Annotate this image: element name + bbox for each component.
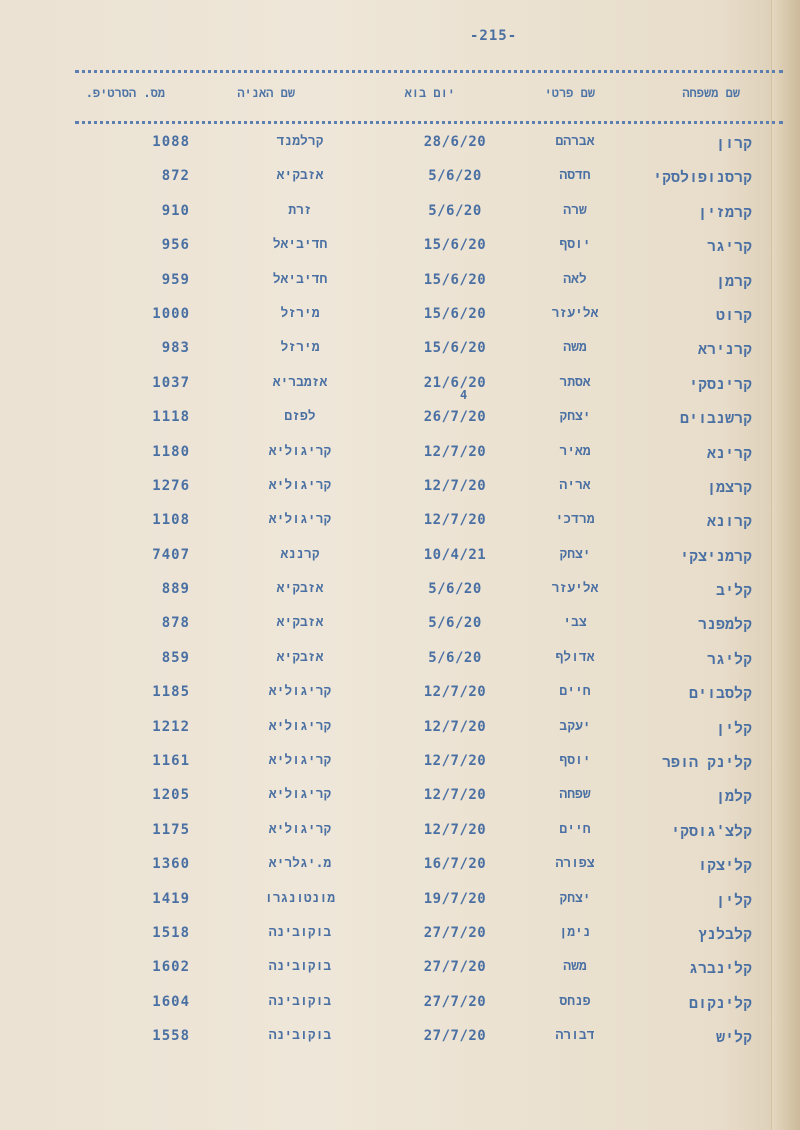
arrival-date-cell: 5/6/20: [428, 202, 482, 219]
arrival-date-cell: 12/7/20: [423, 718, 487, 735]
certificate-number-cell: 1161: [152, 753, 190, 770]
last-name-cell: קלסבוים: [688, 684, 752, 703]
table-row: [0, 541, 800, 575]
first-name-cell: צפורה: [555, 856, 595, 872]
certificate-number-cell: 1037: [152, 374, 190, 391]
certificate-number-cell: 983: [161, 340, 190, 357]
ship-name-cell: לפזם: [284, 409, 316, 425]
header-first-name: שם פרטי: [544, 86, 595, 100]
table-row: [0, 953, 800, 987]
first-name-cell: צבי: [563, 615, 587, 631]
certificate-number-cell: 956: [161, 237, 190, 254]
table-row: [0, 644, 800, 678]
last-name-cell: קלמן: [715, 787, 752, 806]
arrival-date-cell: 26/7/20: [423, 409, 487, 426]
first-name-cell: חיים: [559, 684, 591, 700]
last-name-cell: קרצמן: [706, 477, 752, 496]
table-row: [0, 1022, 800, 1056]
last-name-cell: קלבלנץ: [697, 924, 752, 943]
last-name-cell: קרינא: [706, 443, 752, 462]
table-row: [0, 266, 800, 300]
arrival-date-cell: 12/7/20: [423, 684, 487, 701]
header-last-name: שם משפחה: [682, 86, 740, 100]
table-row: [0, 575, 800, 609]
certificate-number-cell: 859: [161, 649, 190, 666]
last-name-cell: קלין: [715, 890, 752, 909]
table-row: [0, 369, 800, 403]
last-name-cell: קרמזין: [697, 202, 752, 221]
certificate-number-cell: 1205: [152, 787, 190, 804]
first-name-cell: מאיר: [559, 443, 591, 459]
arrival-date-cell: 15/6/20: [423, 305, 487, 322]
table-row: [0, 713, 800, 747]
first-name-cell: יצחק: [559, 409, 591, 425]
certificate-number-cell: 1212: [152, 718, 190, 735]
ship-name-cell: בוקובינה: [268, 993, 332, 1009]
last-name-cell: קליב: [715, 581, 752, 600]
last-name-cell: קרמן: [715, 271, 752, 290]
certificate-number-cell: 910: [161, 202, 190, 219]
arrival-date-cell: 12/7/20: [423, 787, 487, 804]
arrival-date-cell: 5/6/20: [428, 168, 482, 185]
date-correction-note: 4: [460, 388, 468, 402]
last-name-cell: קרשנבוים: [679, 409, 752, 428]
first-name-cell: אליעזר: [551, 305, 599, 321]
first-name-cell: יוסף: [559, 753, 591, 769]
last-name-cell: קליש: [715, 1028, 752, 1047]
ship-name-cell: קרלמנד: [276, 134, 324, 149]
table-row: [0, 438, 800, 472]
table-row: [0, 334, 800, 368]
last-name-cell: קליצקו: [697, 856, 752, 875]
last-name-cell: קלמפנר: [697, 615, 752, 634]
arrival-date-cell: 12/7/20: [423, 477, 487, 494]
ship-name-cell: מירזל: [280, 340, 320, 356]
top-rule: [75, 70, 783, 73]
certificate-number-cell: 1558: [152, 1028, 190, 1045]
table-row: [0, 300, 800, 334]
first-name-cell: חיים: [559, 821, 591, 837]
certificate-number-cell: 1276: [152, 477, 190, 494]
first-name-cell: אריה: [559, 477, 591, 493]
ship-name-cell: חדיביאל: [272, 237, 328, 253]
first-name-cell: פנחס: [559, 993, 591, 1009]
ship-name-cell: אזבקיא: [276, 168, 324, 184]
header-cert-no: מס. הסרטיפ.: [85, 86, 165, 100]
table-row: [0, 162, 800, 196]
ship-name-cell: מונטונגרו: [264, 890, 336, 906]
table-row: [0, 128, 800, 162]
arrival-date-cell: 27/7/20: [423, 959, 487, 976]
arrival-date-cell: 12/7/20: [423, 512, 487, 529]
ship-name-cell: חדיביאל: [272, 271, 328, 287]
table-row: [0, 403, 800, 437]
certificate-number-cell: 872: [161, 168, 190, 185]
arrival-date-cell: 21/6/20: [423, 374, 487, 391]
table-row: [0, 609, 800, 643]
first-name-cell: אדולף: [555, 649, 595, 665]
certificate-number-cell: 1360: [152, 856, 190, 873]
last-name-cell: קלין: [715, 718, 752, 737]
arrival-date-cell: 15/6/20: [423, 237, 487, 254]
ship-name-cell: מירזל: [280, 305, 320, 321]
ship-name-cell: קריגוליא: [268, 821, 332, 837]
arrival-date-cell: 27/7/20: [423, 924, 487, 941]
arrival-date-cell: 15/6/20: [423, 340, 487, 357]
first-name-cell: אסתר: [559, 374, 591, 390]
ship-name-cell: קריגוליא: [268, 477, 332, 493]
certificate-number-cell: 1000: [152, 305, 190, 322]
table-row: [0, 919, 800, 953]
ship-name-cell: קריגוליא: [268, 718, 332, 734]
last-name-cell: קלינק הופר: [661, 753, 752, 772]
arrival-date-cell: 16/7/20: [423, 856, 487, 873]
arrival-date-cell: 5/6/20: [428, 615, 482, 632]
first-name-cell: יוסף: [559, 237, 591, 253]
arrival-date-cell: 12/7/20: [423, 753, 487, 770]
header-arrival-date: יום בוא: [404, 86, 455, 100]
arrival-date-cell: 15/6/20: [423, 271, 487, 288]
first-name-cell: לאה: [563, 271, 587, 287]
ship-name-cell: מ.יגלריא: [268, 856, 332, 872]
first-name-cell: אליעזר: [551, 581, 599, 597]
certificate-number-cell: 1118: [152, 409, 190, 426]
last-name-cell: קרונא: [706, 512, 752, 531]
first-name-cell: חדסה: [559, 168, 591, 184]
table-row: [0, 988, 800, 1022]
certificate-number-cell: 1088: [152, 134, 190, 150]
last-name-cell: קרינסקי: [688, 374, 752, 393]
first-name-cell: יצחק: [559, 890, 591, 906]
certificate-number-cell: 959: [161, 271, 190, 288]
first-name-cell: אברהם: [555, 134, 595, 149]
certificate-number-cell: 1419: [152, 890, 190, 907]
first-name-cell: שרה: [563, 202, 587, 218]
arrival-date-cell: 5/6/20: [428, 581, 482, 598]
first-name-cell: משה: [563, 340, 587, 356]
table-row: [0, 781, 800, 815]
arrival-date-cell: 10/4/21: [423, 546, 487, 563]
certificate-number-cell: 1175: [152, 821, 190, 838]
first-name-cell: נימן: [559, 924, 591, 940]
last-name-cell: קרון: [715, 134, 752, 152]
table-row: [0, 506, 800, 540]
certificate-number-cell: 878: [161, 615, 190, 632]
table-row: [0, 747, 800, 781]
table-row: [0, 678, 800, 712]
certificate-number-cell: 1108: [152, 512, 190, 529]
last-name-cell: קרוט: [715, 305, 752, 324]
first-name-cell: יצחק: [559, 546, 591, 562]
table-row: [0, 850, 800, 884]
first-name-cell: יעקב: [559, 718, 591, 734]
header-ship: שם האניה: [237, 86, 295, 100]
ship-name-cell: בוקובינה: [268, 1028, 332, 1044]
ship-name-cell: אזבקיא: [276, 615, 324, 631]
ship-name-cell: אזמבריא: [272, 374, 328, 390]
table-row: [0, 197, 800, 231]
arrival-date-cell: 12/7/20: [423, 443, 487, 460]
ship-name-cell: בוקובינה: [268, 924, 332, 940]
first-name-cell: דבורה: [555, 1028, 595, 1044]
last-name-cell: קרנירא: [697, 340, 752, 359]
arrival-date-cell: 27/7/20: [423, 1028, 487, 1045]
arrival-date-cell: 5/6/20: [428, 649, 482, 666]
ship-name-cell: בוקובינה: [268, 959, 332, 975]
arrival-date-cell: 28/6/20: [423, 134, 487, 150]
last-name-cell: קריגר: [706, 237, 752, 256]
arrival-date-cell: 27/7/20: [423, 993, 487, 1010]
ship-name-cell: קריגוליא: [268, 787, 332, 803]
last-name-cell: קליגר: [706, 649, 752, 668]
certificate-number-cell: 7407: [152, 546, 190, 563]
table-row: [0, 472, 800, 506]
first-name-cell: משה: [563, 959, 587, 975]
ship-name-cell: קריגוליא: [268, 443, 332, 459]
ship-name-cell: קריגוליא: [268, 684, 332, 700]
ship-name-cell: אזבקיא: [276, 581, 324, 597]
records-table: [0, 128, 800, 1057]
last-name-cell: קרסנופולסקי: [652, 168, 752, 187]
header-rule: [75, 121, 783, 124]
page-number: -215-: [470, 28, 518, 44]
table-row: [0, 231, 800, 265]
ship-name-cell: אזבקיא: [276, 649, 324, 665]
first-name-cell: שפחה: [559, 787, 591, 803]
table-row: [0, 816, 800, 850]
arrival-date-cell: 19/7/20: [423, 890, 487, 907]
certificate-number-cell: 1602: [152, 959, 190, 976]
certificate-number-cell: 1518: [152, 924, 190, 941]
first-name-cell: מרדכי: [555, 512, 595, 528]
last-name-cell: קלינברג: [688, 959, 752, 978]
certificate-number-cell: 1604: [152, 993, 190, 1010]
last-name-cell: קלצ'גוסקי: [670, 821, 752, 840]
ship-name-cell: קריגוליא: [268, 512, 332, 528]
table-row: [0, 885, 800, 919]
ship-name-cell: זרת: [288, 202, 312, 218]
certificate-number-cell: 889: [161, 581, 190, 598]
last-name-cell: קרמניצקי: [679, 546, 752, 565]
certificate-number-cell: 1180: [152, 443, 190, 460]
last-name-cell: קלינקום: [688, 993, 752, 1012]
ship-name-cell: קרננא: [280, 546, 320, 562]
certificate-number-cell: 1185: [152, 684, 190, 701]
arrival-date-cell: 12/7/20: [423, 821, 487, 838]
ship-name-cell: קריגוליא: [268, 753, 332, 769]
